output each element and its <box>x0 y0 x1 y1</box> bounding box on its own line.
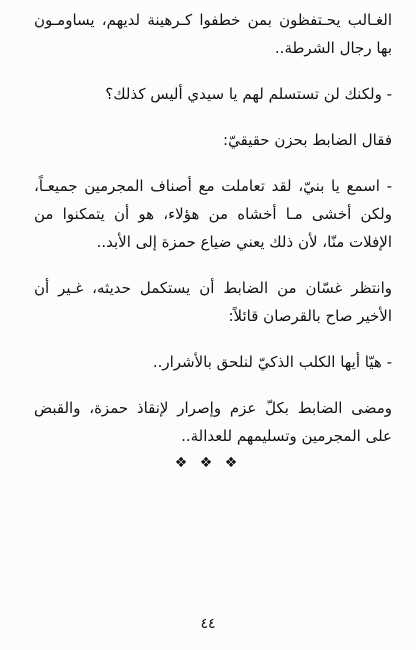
paragraph-2: - ولكنك لن تستسلم لهم يا سيدي أليس كذلك؟ <box>105 85 392 103</box>
paragraph-spacer <box>34 62 392 80</box>
paragraph-1: الغـالب يحـتفظون بمن خطفوا كـرهينة لديهم، يساومـون بها رجال الشرطة.. <box>34 11 392 57</box>
paragraph-spacer <box>34 330 392 348</box>
paragraph-spacer <box>34 154 392 172</box>
section-separator: ❖ ❖ ❖ <box>174 455 242 471</box>
paragraph-3: فقال الضابط بحزن حقيقيّ: <box>223 131 392 149</box>
paragraph-5: وانتظر غسّان من الضابط أن يستكمل حديثه، غـير أن الأخير صاح بالقرصان قائلاً: <box>34 279 392 325</box>
paragraph-spacer <box>34 376 392 394</box>
paragraph-7: ومضى الضابط بكلّ عزم وإصرار لإنقاذ حمزة، والقبض على المجرمين وتسليمهم للعدالة.. <box>34 399 392 445</box>
paragraph-spacer <box>34 108 392 126</box>
paragraph-6: - هيّا أيها الكلب الذكيّ لنلحق بالأشرار.. <box>152 353 392 371</box>
paragraph-4: - اسمع يا بنيّ، لقد تعاملت مع أصناف المجرمين جميعـاً، ولكن أخشى مـا أخشاه من هؤلاء، هو أن يتمكنوا من الإفلات منّا، لأن ذلك يعني ضياع حمزة إلى الأبد.. <box>34 177 392 251</box>
body-text <box>34 6 392 450</box>
paragraph-spacer <box>34 256 392 274</box>
page-number: ٤٤ <box>200 616 216 632</box>
